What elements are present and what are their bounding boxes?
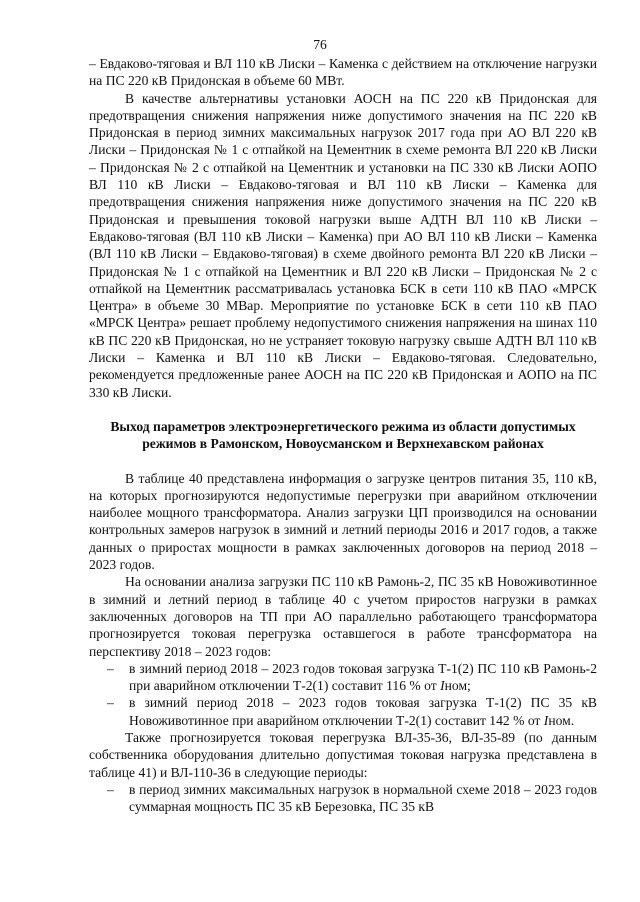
list-dash: – [107,660,114,676]
paragraph-table-40: В таблице 40 представлена информация о загрузке центров питания 35, 110 кВ, на которых прогнозируются недопустимые перегрузки при аварийном отключении наиболее мощного трансформатора. Анализ загрузки ЦП производился на основании контрольных замеров нагрузок в зимний и летний периоды 2016 и 2017 годов, а также данных о приростах мощности в рамках заключенных договоров на период 2018 – 2023 годов. [89,470,597,573]
list-dash: – [107,781,114,797]
list-item-text: в зимний период 2018 – 2023 годов токовая загрузка Т-1(2) ПС 110 кВ Рамонь-2 при аварийном отключении Т-2(1) составит 116 % от [129,660,597,694]
paragraph-alternative: В качестве альтернативы установки АОСН на ПС 220 кВ Придонская для предотвращения снижения напряжения ниже допустимого значения на ПС 220 кВ Придонская в период зимних максимальных нагрузок 2017 года при АО ВЛ 220 кВ Лиски – Придонская № 1 с отпайкой на Цементник в схеме ремонта ВЛ 220 кВ Лиски – Придонская № 2 с отпайкой на Цементник и установки на ПС 330 кВ Лиски АОПО ВЛ 110 кВ Лиски – Евдаково-тяговая и ВЛ 110 кВ Лиски – Каменка для предотвращения снижения напряжения ниже допустимого значения на ПС 220 кВ Придонская и превышения токовой нагрузки выше АДТН ВЛ 110 кВ Лиски – Евдаково-тяговая (ВЛ 110 кВ Лиски – Каменка) при АО ВЛ 110 кВ Лиски – Каменка (ВЛ 110 кВ Лиски – Евдаково-тяговая) в схеме двойного ремонта ВЛ 220 кВ Лиски – Придонская № 1 с отпайкой на Цементник и ВЛ 220 кВ Лиски – Придонская № 2 с отпайкой на Цементник рассматривалась установка БСК в сети 110 кВ ПАО «МРСК Центра» в объеме 30 МВар. Мероприятие по установке БСК в сети 110 кВ ПАО «МРСК Центра» решает проблему недопустимого снижения напряжения на шинах 110 кВ ПС 220 кВ Придонская, но не устраняет токовую нагрузку свыше АДТН ВЛ 110 кВ Лиски – Каменка и ВЛ 110 кВ Лиски – Евдаково-тяговая. Следовательно, рекомендуется предложенные ранее АОСН на ПС 220 кВ Придонская и АОПО на ПС 330 кВ Лиски. [89,90,597,400]
current-symbol: I [440,678,445,694]
list-item [89,694,597,729]
current-symbol: I [543,712,549,728]
page-number: 76 [313,37,327,52]
document-body [89,55,597,815]
list-item-text: в зимний период 2018 – 2023 годов токовая загрузка Т-1(2) ПС 35 кВ Новоживотинное при аварийном отключении Т-2(1) составит 142 % от [129,695,597,728]
paragraph-analysis: На основании анализа загрузки ПС 110 кВ Рамонь-2, ПС 35 кВ Новоживотинное в зимний и летний период в таблице 40 с учетом приростов нагрузки в рамках заключенных договоров на ТП при АО параллельно работающего трансформатора прогнозируется токовая перегрузка оставшегося в работе трансформатора на перспективу 2018 – 2023 годов: [89,574,597,659]
section-heading: Выход параметров электроэнергетического режима из области допустимых режимов в Рамонском, Новоусманском и Верхнехавском районах [110,418,576,452]
current-suffix: ном; [444,678,471,694]
list-item [89,781,597,816]
list-item [89,660,597,695]
spacer [89,401,597,418]
spacer [89,453,597,470]
current-suffix: ном. [548,712,575,728]
list-item-text: в период зимних максимальных нагрузок в нормальной схеме 2018 – 2023 годов суммарная мощность ПС 35 кВ Березовка, ПС 35 кВ [129,781,597,815]
paragraph-continuation: – Евдаково-тяговая и ВЛ 110 кВ Лиски – Каменка с действием на отключение нагрузки на ПС 220 кВ Придонская в объеме 60 МВт. [89,56,597,89]
list-dash: – [107,695,114,711]
paragraph-overload: Также прогнозируется токовая перегрузка ВЛ-35-36, ВЛ-35-89 (по данным собственника оборудования длительно допустимая токовая нагрузка представлена в таблице 41) и ВЛ-110-36 в следующие периоды: [89,729,597,780]
